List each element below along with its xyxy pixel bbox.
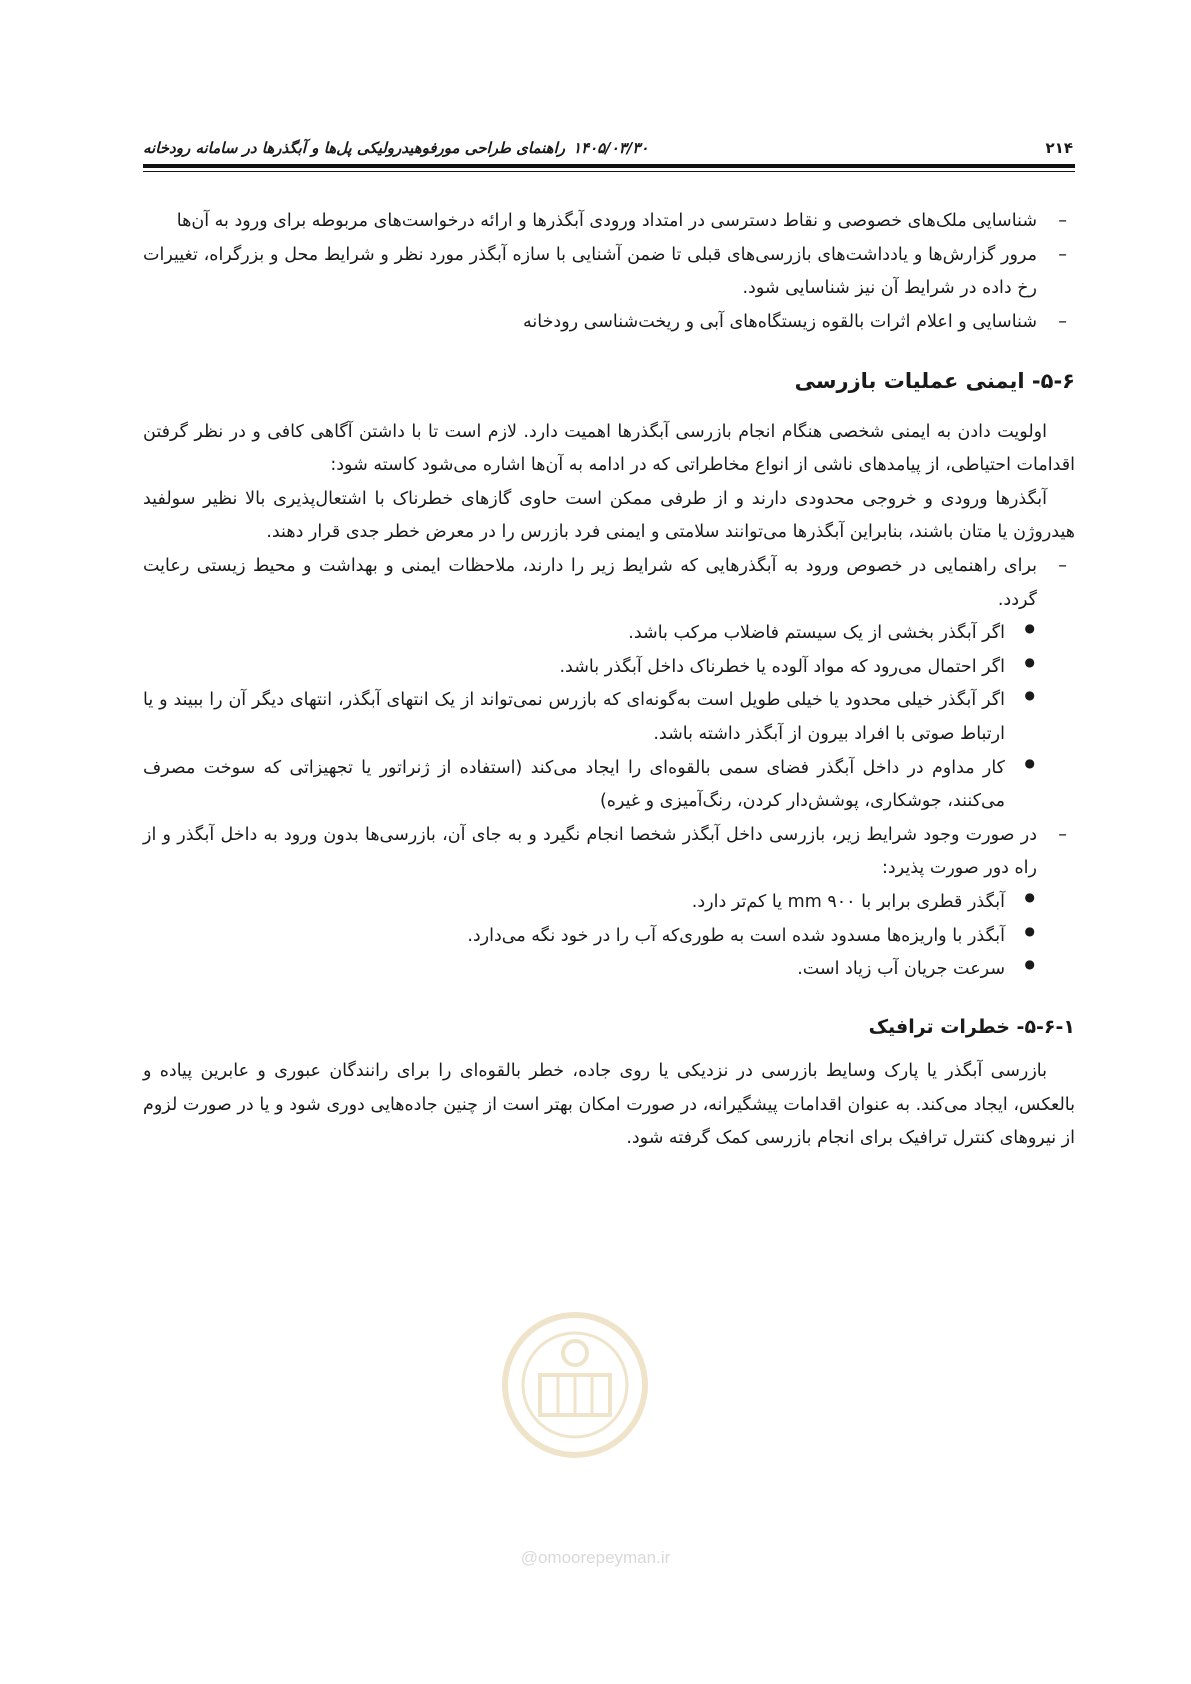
bullet-item: ● اگر آبگذر بخشی از یک سیستم فاضلاب مرکب باشد. [143, 617, 1075, 651]
subsection-heading: ۵-۶-۱- خطرات ترافیک [868, 1015, 1075, 1038]
paragraph: بازرسی آبگذر یا پارک وسایط بازرسی در نزدیکی یا روی جاده، خطر بالقوه‌ای را برای رانندگان عبوری و عابرین پیاده و بالعکس، ایجاد می‌کند. به عنوان اقدامات پیشگیرانه، در صورت امکان بهتر است از چنین جاده‌هایی دوری شود و یا در صورت لزوم از نیروهای کنترل ترافیک برای انجام بازرسی کمک گرفته شود. [143, 1061, 1075, 1149]
paragraph: اولویت دادن به ایمنی شخصی هنگام انجام بازرسی آبگذرها اهمیت دارد. لازم است تا با داشتن آگاهی کافی و در نظر گرفتن اقدامات احتیاطی، از پیامدهای ناشی از انواع مخاطراتی که در ادامه به آن‌ها اشاره می‌شود کاسته شود: [143, 421, 1075, 476]
header-rule-thick [143, 164, 1075, 168]
paragraph: آبگذرها ورودی و خروجی محدودی دارند و از طرفی ممکن است حاوی گازهای خطرناک با اشتعال‌پذیری بالا نظیر سولفید هیدروژن یا متان باشند، بنابراین آبگذرها می‌توانند سلامتی و ایمنی فرد بازرس را در معرض خطر جدی قرار دهند. [143, 488, 1075, 543]
page-number: ۲۱۴ [1045, 139, 1073, 157]
list-item: – در صورت وجود شرایط زیر، بازرسی داخل آبگذر شخصا انجام نگیرد و به جای آن، بازرسی‌ها بدون ورود به داخل آبگذر و از راه دور صورت پذیرد: [143, 819, 1075, 886]
watermark-logo-icon [470, 1305, 680, 1465]
bullet-item: ● آبگذر قطری برابر با mm ۹۰۰ یا کم‌تر دارد. [143, 886, 1075, 920]
list-item: – شناسایی و اعلام اثرات بالقوه زیستگاه‌های آبی و ریخت‌شناسی رودخانه [143, 306, 1075, 340]
header-title: راهنمای طراحی مورفوهیدرولیکی پل‌ها و آبگذرها در سامانه رودخانه [143, 139, 565, 157]
header-code: ۱۴۰۵/۰۳/۳۰ [573, 139, 649, 157]
page-body [143, 205, 1075, 1156]
list-item: – برای راهنمایی در خصوص ورود به آبگذرهایی که شرایط زیر را دارند، ملاحظات ایمنی و بهداشت و محیط زیستی رعایت گردد. [143, 550, 1075, 617]
bullet-item: ● اگر احتمال می‌رود که مواد آلوده یا خطرناک داخل آبگذر باشد. [143, 651, 1075, 685]
bullet-item: ● اگر آبگذر خیلی محدود یا خیلی طویل است به‌گونه‌ای که بازرس نمی‌تواند از یک انتهای آبگذر، انتهای دیگر آن را ببیند و یا ارتباط صوتی با افراد بیرون از آبگذر داشته باشد. [143, 684, 1075, 751]
section-heading: ۵-۶- ایمنی عملیات بازرسی [794, 369, 1075, 394]
bullet-item: ● کار مداوم در داخل آبگذر فضای سمی بالقوه‌ای را ایجاد می‌کند (استفاده از ژنراتور یا تجهیزاتی که سوخت مصرف می‌کنند، جوشکاری، پوشش‌دار کردن، رنگ‌آمیزی و غیره) [143, 752, 1075, 819]
page-header [143, 128, 1073, 168]
bullet-item: ● آبگذر با واریزه‌ها مسدود شده است به طوری‌که آب را در خود نگه می‌دارد. [143, 920, 1075, 954]
header-rule-thin [143, 171, 1075, 172]
list-item: – مرور گزارش‌ها و یادداشت‌های بازرسی‌های قبلی تا ضمن آشنایی با سازه آبگذر مورد نظر و شرایط محل و بزرگراه، تغییرات رخ داده در شرایط آن نیز شناسایی شود. [143, 239, 1075, 306]
bullet-item: ● سرعت جریان آب زیاد است. [143, 953, 1075, 987]
watermark-text: @omoorepeyman.ir [520, 1548, 671, 1567]
list-item: – شناسایی ملک‌های خصوصی و نقاط دسترسی در امتداد ورودی آبگذرها و ارائه درخواست‌های مربوطه برای ورود به آن‌ها [143, 205, 1075, 239]
